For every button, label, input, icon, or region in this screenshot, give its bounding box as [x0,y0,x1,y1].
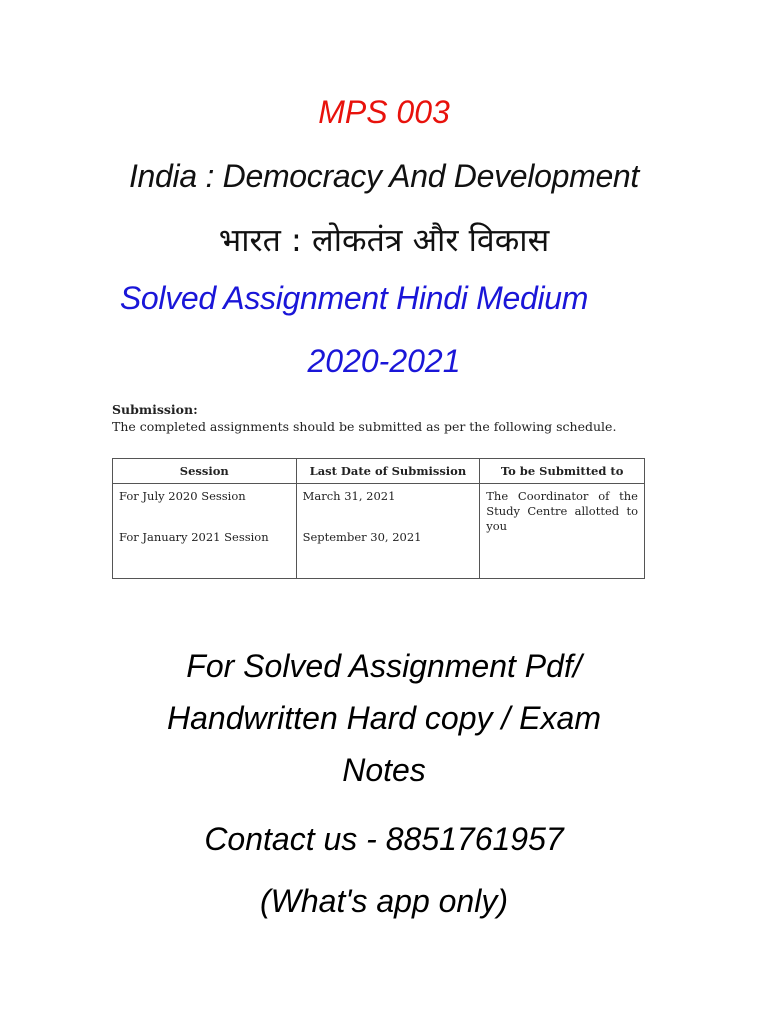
submission-schedule-table [112,458,645,579]
session-july-2020: For July 2020 Session [119,489,246,503]
submission-text: The completed assignments should be submitted as per the following schedule. [112,419,617,434]
column-header-session: Session [113,459,297,484]
submitted-to-text: The Coordinator of the Study Centre allotted to you [486,489,638,533]
submission-heading: Submission: [112,402,198,417]
session-year: 2020-2021 [307,343,461,379]
table-header-row [113,459,645,484]
contact-block [0,808,768,932]
promo-line-2: Handwritten Hard copy / Exam [167,700,601,736]
promo-block [0,640,768,796]
promo-line-1: For Solved Assignment Pdf/ [186,648,582,684]
date-cell [296,484,480,579]
promo-line-3: Notes [342,752,426,788]
session-january-2021: For January 2021 Session [119,530,269,544]
table-row [113,484,645,579]
course-title-hindi: भारत : लोकतंत्र और विकास [218,221,550,259]
session-cell [113,484,297,579]
submitted-to-cell [480,484,645,579]
date-march-31-2021: March 31, 2021 [302,489,396,503]
contact-phone: Contact us - 8851761957 [204,821,564,857]
column-header-submitted-to: To be Submitted to [480,459,645,484]
column-header-last-date: Last Date of Submission [296,459,480,484]
contact-note: (What's app only) [260,883,508,919]
course-code: MPS 003 [318,94,450,130]
submission-section [112,402,652,434]
course-title-english: India : Democracy And Development [128,158,640,194]
date-september-30-2021: September 30, 2021 [302,530,422,544]
assignment-subtitle: Solved Assignment Hindi Medium [119,280,589,316]
